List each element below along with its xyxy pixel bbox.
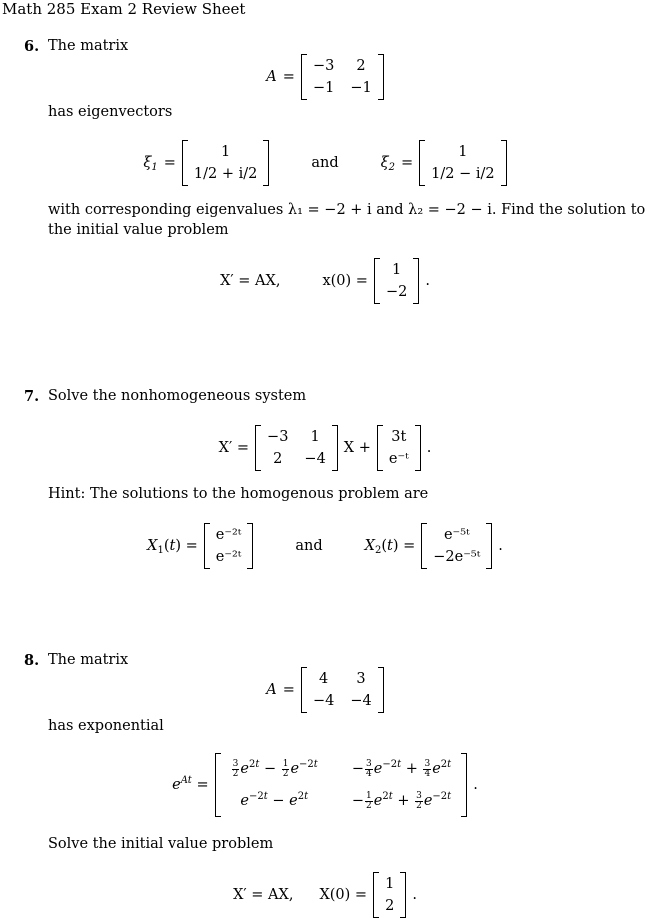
xi2-vector: 1 1/2 − i/2	[419, 140, 506, 186]
init-vector-8: 1 2	[373, 872, 406, 918]
xi1-vector: 1 1/2 + i/2	[182, 140, 269, 186]
problem-7-hint: Hint: The solutions to the homogenous problem are	[48, 486, 429, 502]
init-vector-6: 1 −2	[374, 258, 419, 304]
page-header: Math 285 Exam 2 Review Sheet	[2, 0, 246, 18]
problem-6-eigenvalues-text: with corresponding eigenvalues λ₁ = −2 + i and λ₂ = −2 − i. Find the solution to	[48, 202, 646, 218]
problem-7-homogeneous: $X_1(t)$ = e⁻²ᵗ e⁻²ᵗ and $X_2(t)$ = e⁻⁵ᵗ −2e⁻⁵ᵗ .	[0, 523, 650, 569]
x1-vector: e⁻²ᵗ e⁻²ᵗ	[204, 523, 254, 569]
problem-6-number: 6.	[24, 38, 40, 55]
problem-8-exp-text: has exponential	[48, 718, 164, 734]
exp-matrix: $\frac{3}{2}$ $e^{2t}$ − $\frac{1}{2}$ $e^{-2t}$ − $\frac{3}{4}$ $e^{-2t}$ + $\frac{3}{4}$ $e^{2t}$ $e^{-2t} - e^{2t}$ − $\frac{1}{2}$ $e^{2t}$ + $\frac{3}{2}$ $e^{-2t}$	[215, 753, 468, 817]
problem-8-matrix-eq: A = 4 3 −4 −4	[0, 667, 650, 713]
problem-6-intro: The matrix	[48, 38, 129, 54]
problem-6-eigvec-text: has eigenvectors	[48, 104, 173, 120]
x2-vector: e⁻⁵ᵗ −2e⁻⁵ᵗ	[421, 523, 492, 569]
problem-8-number: 8.	[24, 652, 40, 669]
problem-7-number: 7.	[24, 388, 40, 405]
problem-8-solve-text: Solve the initial value problem	[48, 836, 274, 852]
problem-7-system: X′ = −3 1 2 −4 X + 3t e⁻ᵗ .	[0, 425, 650, 471]
matrix-a-8: 4 3 −4 −4	[301, 667, 384, 713]
problem-6-matrix-eq: A = −3 2 −1 −1	[0, 54, 650, 100]
matrix-a-6: −3 2 −1 −1	[301, 54, 384, 100]
problem-8-exponential: $e^{At}$ = $\frac{3}{2}$ $e^{2t}$ − $\frac{1}{2}$ $e^{-2t}$ − $\frac{3}{4}$ $e^{-2t}$ + $\frac{3}{4}$ $e^{2t}$ $e^{-2t} - e^{2t}$ − $\frac{1}{2}$ $e^{2t}$ + $\frac{3}{2}$ $e^{-2t}$ .	[0, 753, 650, 817]
problem-6-ivp-text: the initial value problem	[48, 222, 229, 238]
problem-6-ivp: X′ = AX, x(0) = 1 −2 .	[0, 258, 650, 304]
problem-6-eigenvectors: $\xi_1$ = 1 1/2 + i/2 and $\xi_2$ = 1 1/2 − i/2	[0, 140, 650, 186]
forcing-vector: 3t e⁻ᵗ	[377, 425, 421, 471]
matrix-7: −3 1 2 −4	[255, 425, 338, 471]
problem-7-intro: Solve the nonhomogeneous system	[48, 388, 307, 404]
problem-8-ivp: X′ = AX, X(0) = 1 2 .	[0, 872, 650, 918]
problem-8-intro: The matrix	[48, 652, 129, 668]
